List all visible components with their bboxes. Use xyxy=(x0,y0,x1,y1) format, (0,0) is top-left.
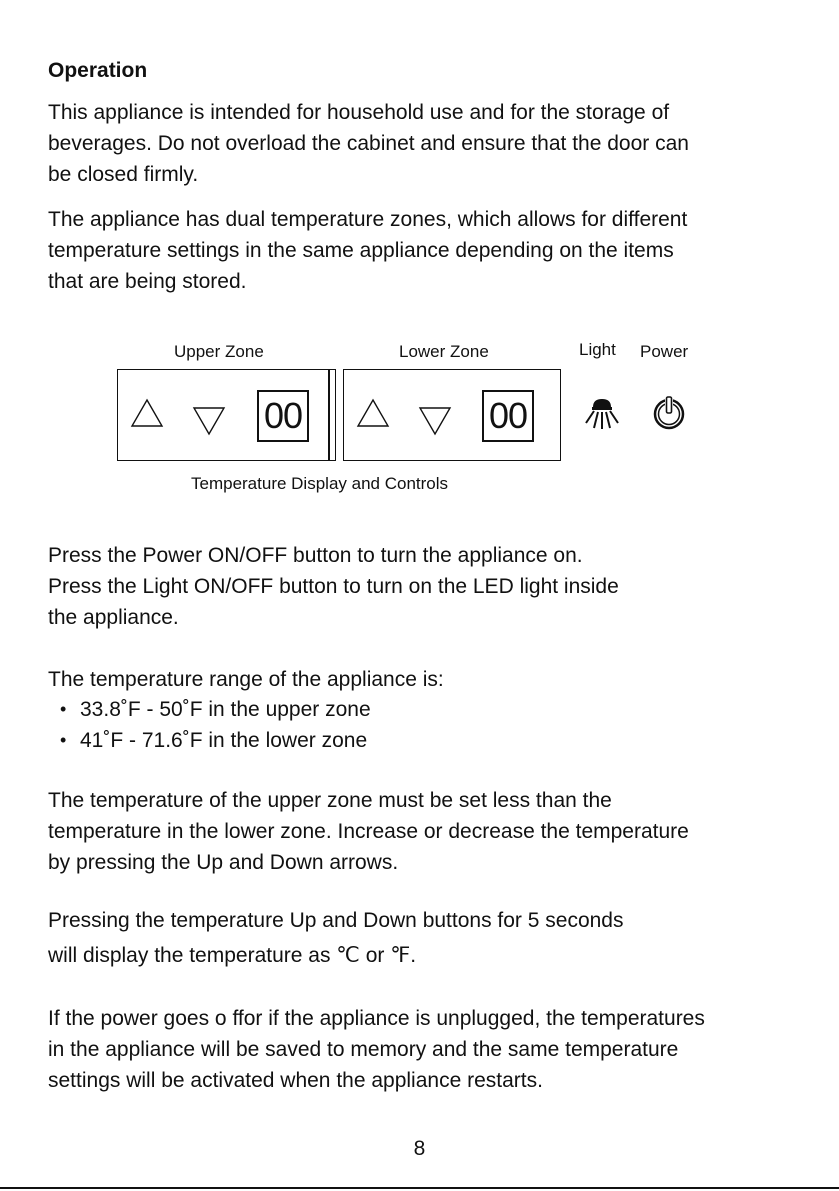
text-line: The temperature range of the appliance is: xyxy=(48,668,444,691)
light-label: Light xyxy=(579,340,616,359)
text-line: beverages. Do not overload the cabinet and ensure that the door can xyxy=(48,132,689,155)
upper-zone-panel xyxy=(117,369,336,461)
text-line: by pressing the Up and Down arrows. xyxy=(48,851,399,874)
text-line: Press the Power ON/OFF button to turn the appliance on. xyxy=(48,544,583,567)
power-label: Power xyxy=(640,342,689,361)
text-line: temperature settings in the same appliance depending on the items xyxy=(48,239,674,262)
zone-setting-paragraph xyxy=(48,785,689,878)
text-line: Pressing the temperature Up and Down buttons for 5 seconds xyxy=(48,909,624,932)
range-intro xyxy=(48,664,444,695)
down-arrow-icon[interactable] xyxy=(192,406,226,436)
text-line: will display the temperature as ℃ or ℉. xyxy=(48,944,417,967)
upper-zone-label: Upper Zone xyxy=(174,342,264,361)
text-line: If the power goes o ffor if the appliance is unplugged, the temperatures xyxy=(48,1007,705,1030)
text-line: This appliance is intended for household use and for the storage of xyxy=(48,101,670,124)
text-line: The temperature of the upper zone must be set less than the xyxy=(48,789,612,812)
page-number: 8 xyxy=(413,1137,426,1160)
text-line: the appliance. xyxy=(48,606,179,629)
down-arrow-icon[interactable] xyxy=(418,406,452,436)
footer-rule xyxy=(0,1187,839,1189)
power-icon[interactable] xyxy=(650,394,688,432)
text-line: temperature in the lower zone. Increase or decrease the temperature xyxy=(48,820,689,843)
unit-toggle-paragraph xyxy=(48,905,624,971)
up-arrow-icon[interactable] xyxy=(130,398,164,428)
lower-temperature-display: 00 xyxy=(482,390,534,442)
list-item: • 33.8˚F - 50˚F in the upper zone xyxy=(60,694,371,725)
memory-paragraph xyxy=(48,1003,705,1096)
up-arrow-icon[interactable] xyxy=(356,398,390,428)
intro-paragraph-2 xyxy=(48,204,687,297)
text-line: that are being stored. xyxy=(48,270,247,293)
temperature-range-list xyxy=(60,694,371,756)
lower-zone-label: Lower Zone xyxy=(399,342,489,361)
text-line: settings will be activated when the appliance restarts. xyxy=(48,1069,543,1092)
text-line: Press the Light ON/OFF button to turn on the LED light inside xyxy=(48,575,619,598)
text-line: be closed firmly. xyxy=(48,163,199,186)
text-line: The appliance has dual temperature zones, which allows for different xyxy=(48,208,688,231)
list-item: • 41˚F - 71.6˚F in the lower zone xyxy=(60,725,371,756)
diagram-caption: Temperature Display and Controls xyxy=(191,474,449,493)
panel-divider xyxy=(328,370,330,460)
power-light-instructions xyxy=(48,540,619,633)
text-line: in the appliance will be saved to memory and the same temperature xyxy=(48,1038,679,1061)
lower-zone-panel xyxy=(343,369,561,461)
section-heading: Operation xyxy=(48,59,148,82)
light-icon[interactable] xyxy=(583,396,621,432)
upper-temperature-display: 00 xyxy=(257,390,309,442)
intro-paragraph-1 xyxy=(48,97,689,190)
